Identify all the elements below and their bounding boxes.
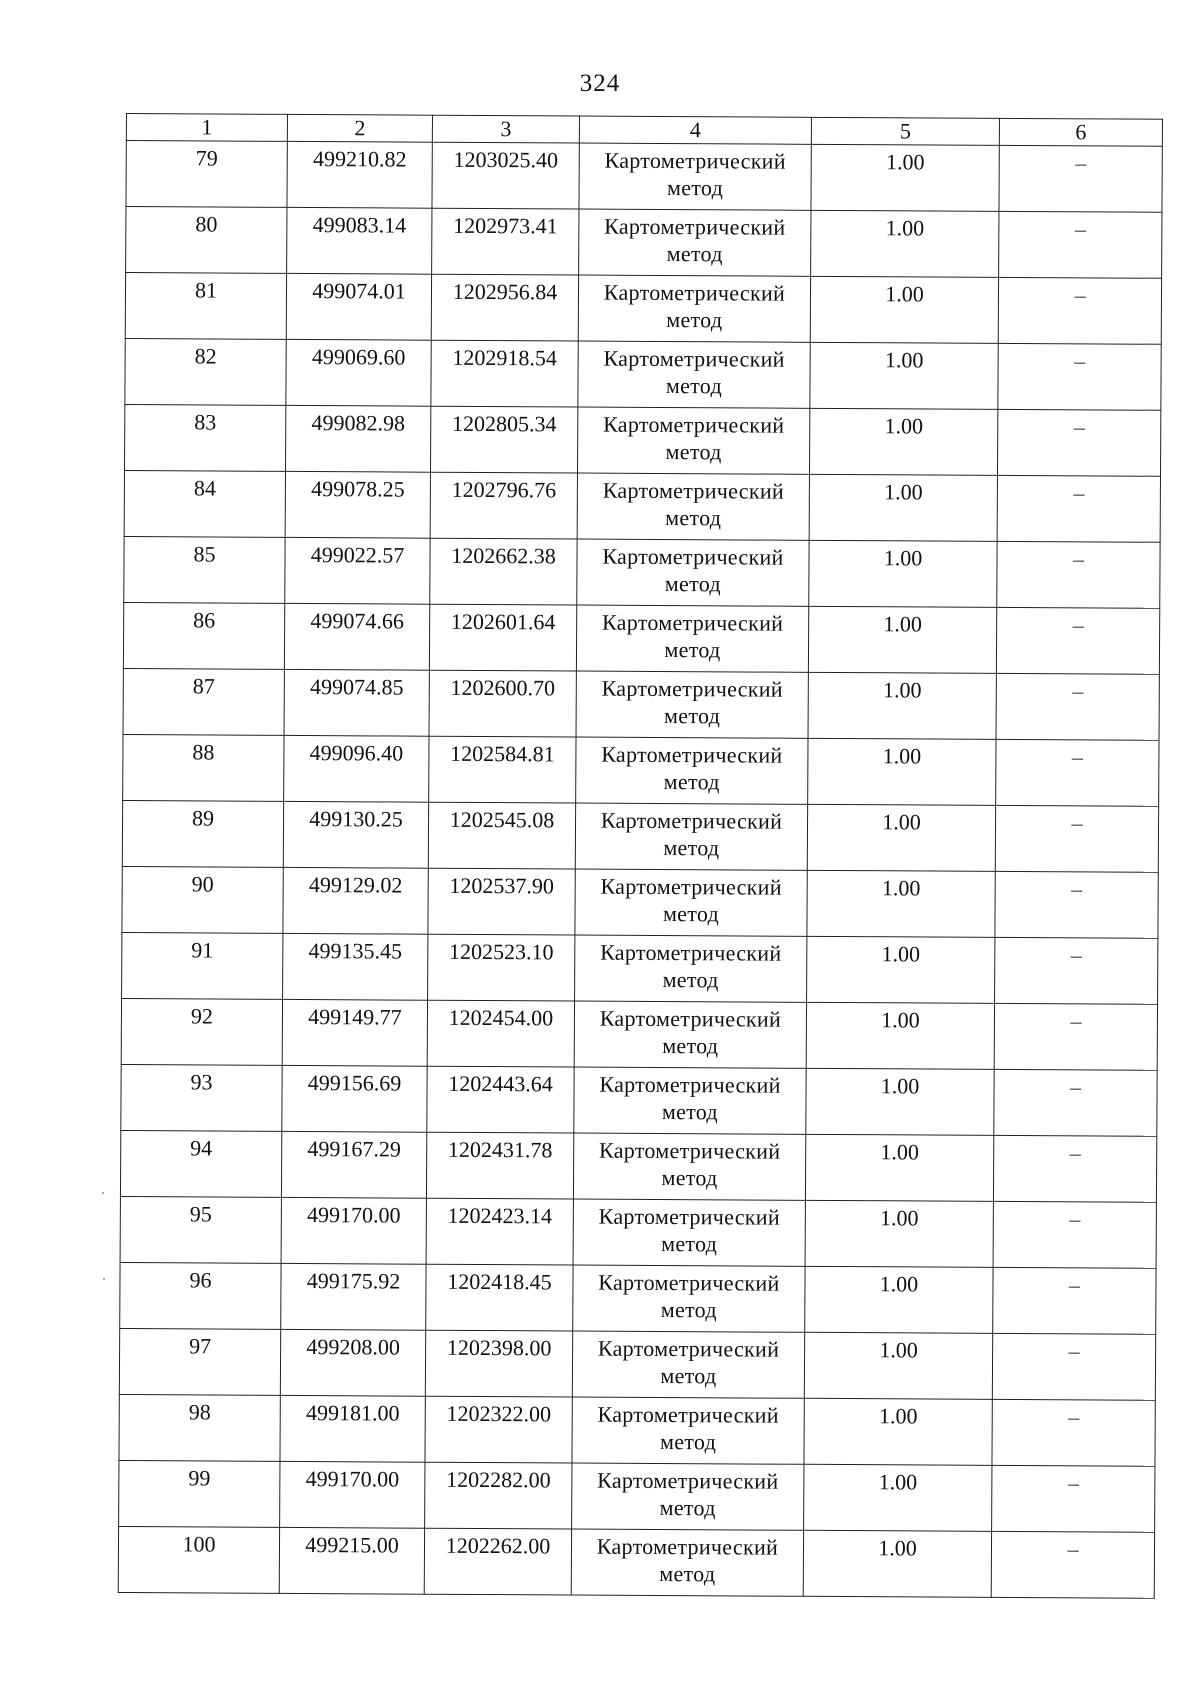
- table-row: [118, 1526, 1154, 1598]
- table-row: [121, 1064, 1157, 1136]
- description-cell: –: [995, 871, 1158, 938]
- description-cell: –: [996, 673, 1159, 740]
- x-coordinate-cell: 499022.57: [285, 537, 430, 604]
- x-coordinate-cell: 499096.40: [284, 735, 429, 802]
- accuracy-cell: 1.00: [804, 1464, 992, 1531]
- x-coordinate-cell: 499208.00: [280, 1329, 425, 1396]
- x-coordinate-cell: 499074.01: [286, 273, 431, 340]
- y-coordinate-cell: 1202431.78: [426, 1132, 573, 1199]
- description-cell: –: [992, 1399, 1155, 1466]
- description-cell: –: [992, 1465, 1155, 1532]
- header-cell-3: 3: [432, 115, 579, 143]
- accuracy-cell: 1.00: [807, 870, 995, 937]
- description-cell: –: [994, 1003, 1157, 1070]
- method-cell: Картометрический метод: [572, 1331, 804, 1398]
- y-coordinate-cell: 1202796.76: [430, 472, 577, 539]
- x-coordinate-cell: 499069.60: [286, 339, 431, 406]
- y-coordinate-cell: 1202454.00: [427, 1000, 574, 1067]
- page-number: 324: [579, 70, 621, 97]
- point-number-cell: 88: [123, 734, 284, 801]
- accuracy-cell: 1.00: [806, 1002, 994, 1069]
- x-coordinate-cell: 499130.25: [283, 801, 428, 868]
- point-number-cell: 86: [123, 602, 284, 669]
- y-coordinate-cell: 1202662.38: [430, 538, 577, 605]
- table-row: [124, 470, 1160, 542]
- table-row: [119, 1328, 1155, 1400]
- point-number-cell: 91: [122, 932, 283, 999]
- method-cell: Картометрический метод: [575, 803, 807, 870]
- description-cell: –: [998, 277, 1161, 344]
- x-coordinate-cell: 499074.85: [284, 669, 429, 736]
- scan-speck: [103, 1278, 105, 1280]
- accuracy-cell: 1.00: [804, 1332, 992, 1399]
- x-coordinate-cell: 499170.00: [280, 1461, 425, 1528]
- method-cell: Картометрический метод: [571, 1529, 803, 1596]
- table-row: [125, 338, 1161, 410]
- method-cell: Картометрический метод: [576, 605, 808, 672]
- method-cell: Картометрический метод: [579, 143, 811, 210]
- accuracy-cell: 1.00: [808, 738, 996, 805]
- accuracy-cell: 1.00: [808, 672, 996, 739]
- point-number-cell: 84: [124, 470, 285, 537]
- y-coordinate-cell: 1202973.41: [432, 208, 579, 275]
- point-number-cell: 95: [120, 1196, 281, 1263]
- description-cell: –: [992, 1333, 1155, 1400]
- accuracy-cell: 1.00: [810, 276, 998, 343]
- table-row: [120, 1196, 1156, 1268]
- y-coordinate-cell: 1202537.90: [428, 868, 575, 935]
- coordinates-table: [118, 113, 1163, 1599]
- table-row: [124, 536, 1160, 608]
- scan-speck: [102, 1192, 104, 1194]
- y-coordinate-cell: 1202805.34: [430, 406, 577, 473]
- method-cell: Картометрический метод: [576, 737, 808, 804]
- point-number-cell: 83: [125, 404, 286, 471]
- table-row: [125, 404, 1161, 476]
- y-coordinate-cell: 1202601.64: [429, 604, 576, 671]
- header-cell-2: 2: [287, 114, 432, 142]
- method-cell: Картометрический метод: [575, 869, 807, 936]
- y-coordinate-cell: 1202423.14: [426, 1198, 573, 1265]
- table-body: [118, 114, 1162, 1599]
- y-coordinate-cell: 1202584.81: [429, 736, 576, 803]
- point-number-cell: 79: [126, 141, 287, 208]
- point-number-cell: 99: [119, 1460, 280, 1527]
- accuracy-cell: 1.00: [809, 474, 997, 541]
- accuracy-cell: 1.00: [805, 1134, 993, 1201]
- header-cell-1: 1: [126, 114, 287, 142]
- description-cell: –: [995, 937, 1158, 1004]
- method-cell: Картометрический метод: [576, 671, 808, 738]
- y-coordinate-cell: 1202398.00: [425, 1330, 572, 1397]
- x-coordinate-cell: 499135.45: [283, 933, 428, 1000]
- point-number-cell: 82: [125, 338, 286, 405]
- point-number-cell: 92: [121, 998, 282, 1065]
- table-row: [119, 1460, 1155, 1532]
- point-number-cell: 87: [123, 668, 284, 735]
- x-coordinate-cell: 499181.00: [280, 1395, 425, 1462]
- x-coordinate-cell: 499074.66: [284, 603, 429, 670]
- y-coordinate-cell: 1202262.00: [424, 1528, 571, 1595]
- accuracy-cell: 1.00: [805, 1266, 993, 1333]
- method-cell: Картометрический метод: [578, 341, 810, 408]
- x-coordinate-cell: 499078.25: [285, 471, 430, 538]
- accuracy-cell: 1.00: [809, 540, 997, 607]
- table-row: [126, 207, 1162, 279]
- accuracy-cell: 1.00: [809, 408, 997, 475]
- method-cell: Картометрический метод: [577, 407, 809, 474]
- header-cell-5: 5: [811, 117, 999, 145]
- y-coordinate-cell: 1203025.40: [432, 142, 579, 209]
- table-row: [125, 273, 1161, 345]
- point-number-cell: 81: [125, 273, 286, 340]
- method-cell: Картометрический метод: [577, 473, 809, 540]
- accuracy-cell: 1.00: [807, 804, 995, 871]
- accuracy-cell: 1.00: [808, 606, 996, 673]
- description-cell: –: [997, 409, 1160, 476]
- y-coordinate-cell: 1202918.54: [431, 340, 578, 407]
- x-coordinate-cell: 499149.77: [282, 999, 427, 1066]
- description-cell: –: [993, 1201, 1156, 1268]
- x-coordinate-cell: 499167.29: [281, 1131, 426, 1198]
- header-cell-4: 4: [579, 116, 811, 144]
- description-cell: –: [996, 739, 1159, 806]
- method-cell: Картометрический метод: [579, 209, 811, 276]
- accuracy-cell: 1.00: [811, 210, 999, 277]
- table-row: [123, 668, 1159, 740]
- description-cell: –: [993, 1135, 1156, 1202]
- point-number-cell: 85: [124, 536, 285, 603]
- description-cell: –: [997, 475, 1160, 542]
- y-coordinate-cell: 1202600.70: [429, 670, 576, 737]
- header-cell-6: 6: [999, 118, 1162, 146]
- y-coordinate-cell: 1202418.45: [426, 1264, 573, 1331]
- y-coordinate-cell: 1202443.64: [427, 1066, 574, 1133]
- accuracy-cell: 1.00: [804, 1398, 992, 1465]
- x-coordinate-cell: 499175.92: [281, 1263, 426, 1330]
- table-row: [123, 734, 1159, 806]
- x-coordinate-cell: 499129.02: [283, 867, 428, 934]
- method-cell: Картометрический метод: [574, 1067, 806, 1134]
- description-cell: –: [993, 1267, 1156, 1334]
- y-coordinate-cell: 1202545.08: [428, 802, 575, 869]
- method-cell: Картометрический метод: [572, 1397, 804, 1464]
- description-cell: –: [998, 343, 1161, 410]
- x-coordinate-cell: 499083.14: [287, 207, 432, 274]
- accuracy-cell: 1.00: [805, 1200, 993, 1267]
- point-number-cell: 93: [121, 1064, 282, 1131]
- y-coordinate-cell: 1202322.00: [425, 1396, 572, 1463]
- x-coordinate-cell: 499210.82: [287, 141, 432, 208]
- accuracy-cell: 1.00: [811, 144, 999, 211]
- point-number-cell: 80: [126, 207, 287, 274]
- description-cell: –: [991, 1531, 1154, 1598]
- coordinates-table-wrapper: [118, 113, 1162, 1599]
- table-row: [122, 932, 1158, 1004]
- method-cell: Картометрический метод: [577, 539, 809, 606]
- point-number-cell: 90: [122, 866, 283, 933]
- table-row: [122, 800, 1158, 872]
- x-coordinate-cell: 499170.00: [281, 1197, 426, 1264]
- method-cell: Картометрический метод: [578, 275, 810, 342]
- table-row: [121, 998, 1157, 1070]
- accuracy-cell: 1.00: [810, 342, 998, 409]
- y-coordinate-cell: 1202956.84: [431, 274, 578, 341]
- x-coordinate-cell: 499082.98: [286, 405, 431, 472]
- method-cell: Картометрический метод: [575, 935, 807, 1002]
- method-cell: Картометрический метод: [574, 1001, 806, 1068]
- y-coordinate-cell: 1202282.00: [425, 1462, 572, 1529]
- table-row: [122, 866, 1158, 938]
- x-coordinate-cell: 499215.00: [279, 1527, 424, 1594]
- point-number-cell: 89: [122, 800, 283, 867]
- table-row: [126, 141, 1162, 213]
- table-row: [119, 1394, 1155, 1466]
- point-number-cell: 98: [119, 1394, 280, 1461]
- description-cell: –: [999, 211, 1162, 278]
- point-number-cell: 100: [118, 1526, 279, 1593]
- accuracy-cell: 1.00: [803, 1530, 991, 1597]
- description-cell: –: [997, 541, 1160, 608]
- table-row: [123, 602, 1159, 674]
- point-number-cell: 94: [120, 1130, 281, 1197]
- method-cell: Картометрический метод: [573, 1265, 805, 1332]
- y-coordinate-cell: 1202523.10: [428, 934, 575, 1001]
- point-number-cell: 97: [119, 1328, 280, 1395]
- accuracy-cell: 1.00: [806, 1068, 994, 1135]
- method-cell: Картометрический метод: [573, 1199, 805, 1266]
- point-number-cell: 96: [120, 1262, 281, 1329]
- description-cell: –: [996, 607, 1159, 674]
- table-row: [120, 1262, 1156, 1334]
- method-cell: Картометрический метод: [573, 1133, 805, 1200]
- method-cell: Картометрический метод: [572, 1463, 804, 1530]
- x-coordinate-cell: 499156.69: [282, 1065, 427, 1132]
- table-row: [120, 1130, 1156, 1202]
- description-cell: –: [999, 145, 1162, 212]
- description-cell: –: [995, 805, 1158, 872]
- accuracy-cell: 1.00: [807, 936, 995, 1003]
- description-cell: –: [994, 1069, 1157, 1136]
